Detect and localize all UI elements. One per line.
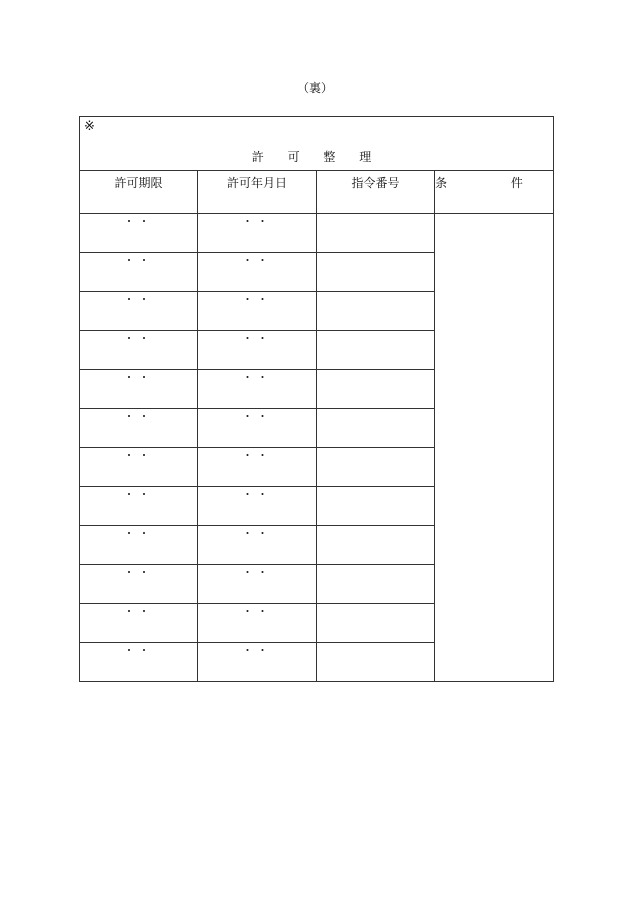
date-separator-dots: ・・ (242, 332, 272, 345)
date-cell[interactable] (198, 487, 317, 526)
expiry-cell[interactable] (80, 487, 198, 526)
date-separator-dots: ・・ (242, 488, 272, 501)
expiry-cell[interactable] (80, 448, 198, 487)
date-separator-dots: ・・ (242, 566, 272, 579)
date-cell[interactable] (198, 370, 317, 409)
date-cell[interactable] (198, 604, 317, 643)
order-number-cell[interactable] (317, 253, 435, 292)
date-cell[interactable] (198, 253, 317, 292)
date-cell[interactable] (198, 526, 317, 565)
column-header-date: 許可年月日 (198, 171, 317, 214)
date-cell[interactable] (198, 409, 317, 448)
date-cell[interactable] (198, 643, 317, 682)
date-separator-dots: ・・ (123, 332, 154, 345)
date-separator-dots: ・・ (123, 644, 154, 657)
conditions-cell[interactable] (435, 214, 554, 682)
order-number-cell[interactable] (317, 526, 435, 565)
order-number-cell[interactable] (317, 604, 435, 643)
date-separator-dots: ・・ (123, 254, 154, 267)
expiry-cell[interactable] (80, 370, 198, 409)
date-separator-dots: ・・ (123, 605, 154, 618)
permit-record-table (79, 116, 554, 682)
table-header-cell (80, 117, 554, 171)
column-header-expiry: 許可期限 (80, 171, 198, 214)
date-separator-dots: ・・ (242, 605, 272, 618)
date-separator-dots: ・・ (123, 449, 154, 462)
order-number-cell[interactable] (317, 487, 435, 526)
expiry-cell[interactable] (80, 526, 198, 565)
page-side-label: （裏） (296, 81, 333, 95)
table-row (80, 214, 554, 253)
date-cell[interactable] (198, 331, 317, 370)
date-separator-dots: ・・ (242, 449, 272, 462)
date-separator-dots: ・・ (123, 488, 154, 501)
reference-mark: ※ (84, 119, 95, 134)
order-number-cell[interactable] (317, 331, 435, 370)
date-separator-dots: ・・ (123, 566, 154, 579)
date-separator-dots: ・・ (242, 527, 272, 540)
expiry-cell[interactable] (80, 604, 198, 643)
expiry-cell[interactable] (80, 565, 198, 604)
date-separator-dots: ・・ (242, 254, 272, 267)
expiry-cell[interactable] (80, 331, 198, 370)
date-separator-dots: ・・ (242, 371, 272, 384)
order-number-cell[interactable] (317, 292, 435, 331)
order-number-cell[interactable] (317, 448, 435, 487)
date-separator-dots: ・・ (123, 527, 154, 540)
expiry-cell[interactable] (80, 292, 198, 331)
expiry-cell[interactable] (80, 253, 198, 292)
column-header-order-number: 指令番号 (317, 171, 435, 214)
expiry-cell[interactable] (80, 214, 198, 253)
column-header-conditions: 条 件 (435, 171, 554, 214)
order-number-cell[interactable] (317, 409, 435, 448)
date-separator-dots: ・・ (242, 644, 272, 657)
date-cell[interactable] (198, 565, 317, 604)
order-number-cell[interactable] (317, 643, 435, 682)
date-cell[interactable] (198, 214, 317, 253)
expiry-cell[interactable] (80, 409, 198, 448)
date-separator-dots: ・・ (242, 215, 272, 228)
date-separator-dots: ・・ (123, 371, 154, 384)
order-number-cell[interactable] (317, 214, 435, 253)
order-number-cell[interactable] (317, 370, 435, 409)
expiry-cell[interactable] (80, 643, 198, 682)
table-title: 許 可 整 理 (251, 150, 382, 164)
order-number-cell[interactable] (317, 565, 435, 604)
date-cell[interactable] (198, 448, 317, 487)
date-separator-dots: ・・ (123, 293, 154, 306)
date-separator-dots: ・・ (242, 410, 272, 423)
date-separator-dots: ・・ (242, 293, 272, 306)
date-separator-dots: ・・ (123, 215, 154, 228)
date-separator-dots: ・・ (123, 410, 154, 423)
date-cell[interactable] (198, 292, 317, 331)
